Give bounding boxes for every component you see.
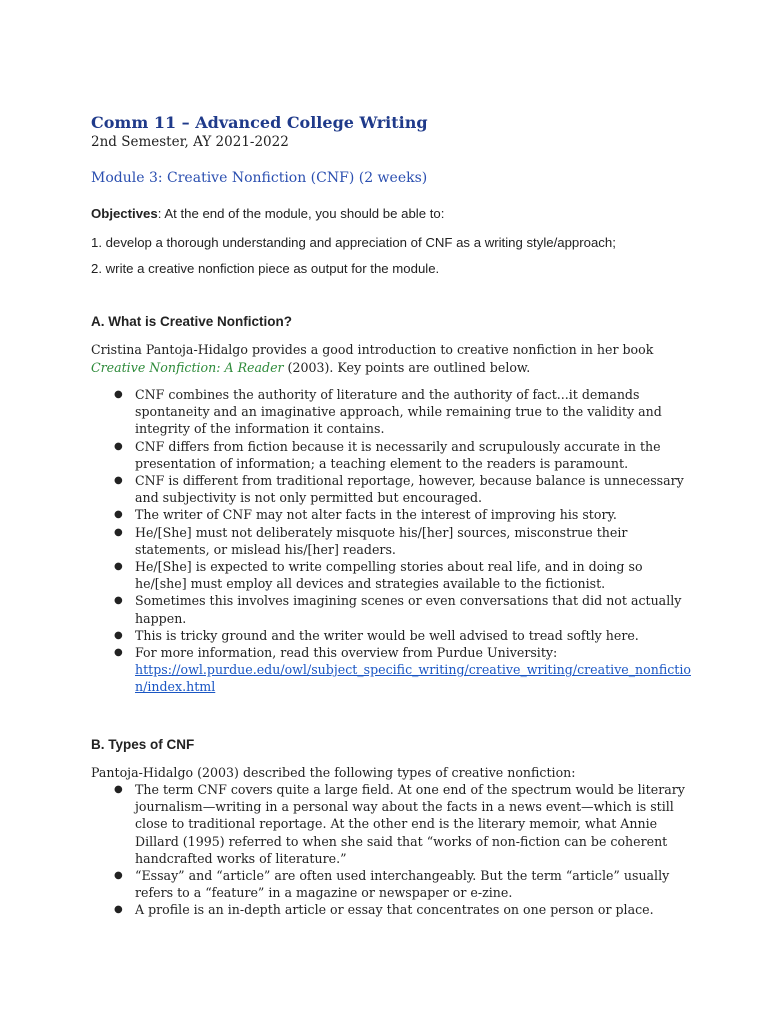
section-a-bullet-list [91,386,691,696]
objectives-intro-text: : At the end of the module, you should be able to: [157,206,445,221]
book-title: Creative Nonfiction: A Reader [91,359,284,375]
list-item-text: A profile is an in-depth article or essay that concentrates on one person or place. [135,902,654,918]
list-item-text: CNF is different from traditional reportage, however, because balance is unnecessary and subjectivity is not only permitted but encouraged. [135,473,684,506]
section-b-bullet-list [91,781,691,919]
bullet-icon: ● [114,509,123,521]
list-item [91,558,691,592]
list-item [91,901,691,918]
list-item-text: CNF combines the authority of literature and the authority of fact...it demands spontaneity and an imaginative approach, while remaining true to the validity and integrity of the information it contains. [135,387,662,437]
bullet-icon: ● [114,561,123,573]
purdue-owl-link[interactable]: https://owl.purdue.edu/owl/subject_specific_writing/creative_writing/creative_nonfiction/index.html [135,662,691,695]
bullet-icon: ● [114,629,123,641]
list-item [91,644,691,696]
section-a-heading: A. What is Creative Nonfiction? [91,314,293,329]
list-item [91,506,691,523]
bullet-icon: ● [114,904,123,916]
list-item-text: He/[She] is expected to write compelling stories about real life, and in doing so he/[she] must employ all devices and strategies available to the fictionist. [135,559,643,592]
list-item-text: The writer of CNF may not alter facts in the interest of improving his story. [135,507,617,523]
list-item [91,592,691,626]
list-item-text: This is tricky ground and the writer would be well advised to tread softly here. [135,627,639,643]
list-item-text: The term CNF covers quite a large field. At one end of the spectrum would be literary journalism—writing in a personal way about the facts in a news event—which is still close to traditional reportage. At the other end is the literary memoir, what Annie Dillard (1995) referred to when she said that “works of non-fiction can be coherent handcrafted works of literature.” [135,782,685,866]
objectives-label: Objectives [91,206,158,221]
bullet-icon: ● [114,440,123,452]
list-item [91,867,691,901]
list-item [91,524,691,558]
bullet-icon: ● [114,475,123,487]
section-b-heading: B. Types of CNF [91,737,195,752]
objective-item: 2. write a creative nonfiction piece as output for the module. [91,261,440,276]
list-item [91,781,691,867]
bullet-icon: ● [114,389,123,400]
more-info-text: For more information, read this overview from Purdue University: [135,645,558,661]
bullet-icon: ● [114,784,123,795]
section-a-intro [91,341,691,376]
bullet-icon: ● [114,870,123,882]
list-item [91,386,691,438]
list-item [91,438,691,472]
bullet-icon: ● [114,647,123,659]
objective-item: 1. develop a thorough understanding and appreciation of CNF as a writing style/approach; [91,235,616,250]
list-item [91,472,691,506]
list-item-text: Sometimes this involves imagining scenes or even conversations that did not actually happen. [135,593,682,626]
bullet-icon: ● [114,595,123,607]
section-b-intro: Pantoja-Hidalgo (2003) described the following types of creative nonfiction: [91,765,576,780]
objectives-intro [91,206,444,221]
semester-line: 2nd Semester, AY 2021-2022 [91,134,289,150]
intro-text: Cristina Pantoja-Hidalgo provides a good introduction to creative nonfiction in her book [91,342,654,357]
bullet-icon: ● [114,526,123,538]
intro-text: (2003). Key points are outlined below. [283,359,531,375]
list-item-text: CNF differs from fiction because it is necessarily and scrupulously accurate in the presentation of information; a teaching element to the readers is paramount. [135,438,661,471]
list-item-text: “Essay” and “article” are often used interchangeably. But the term “article” usually refers to a “feature” in a magazine or newspaper or e-zine. [135,868,670,901]
course-title: Comm 11 – Advanced College Writing [91,113,428,132]
list-item [91,627,691,644]
list-item-text: He/[She] must not deliberately misquote his/[her] sources, misconstrue their statements, or mislead his/[her] readers. [135,524,628,557]
module-title: Module 3: Creative Nonfiction (CNF) (2 weeks) [91,170,428,186]
